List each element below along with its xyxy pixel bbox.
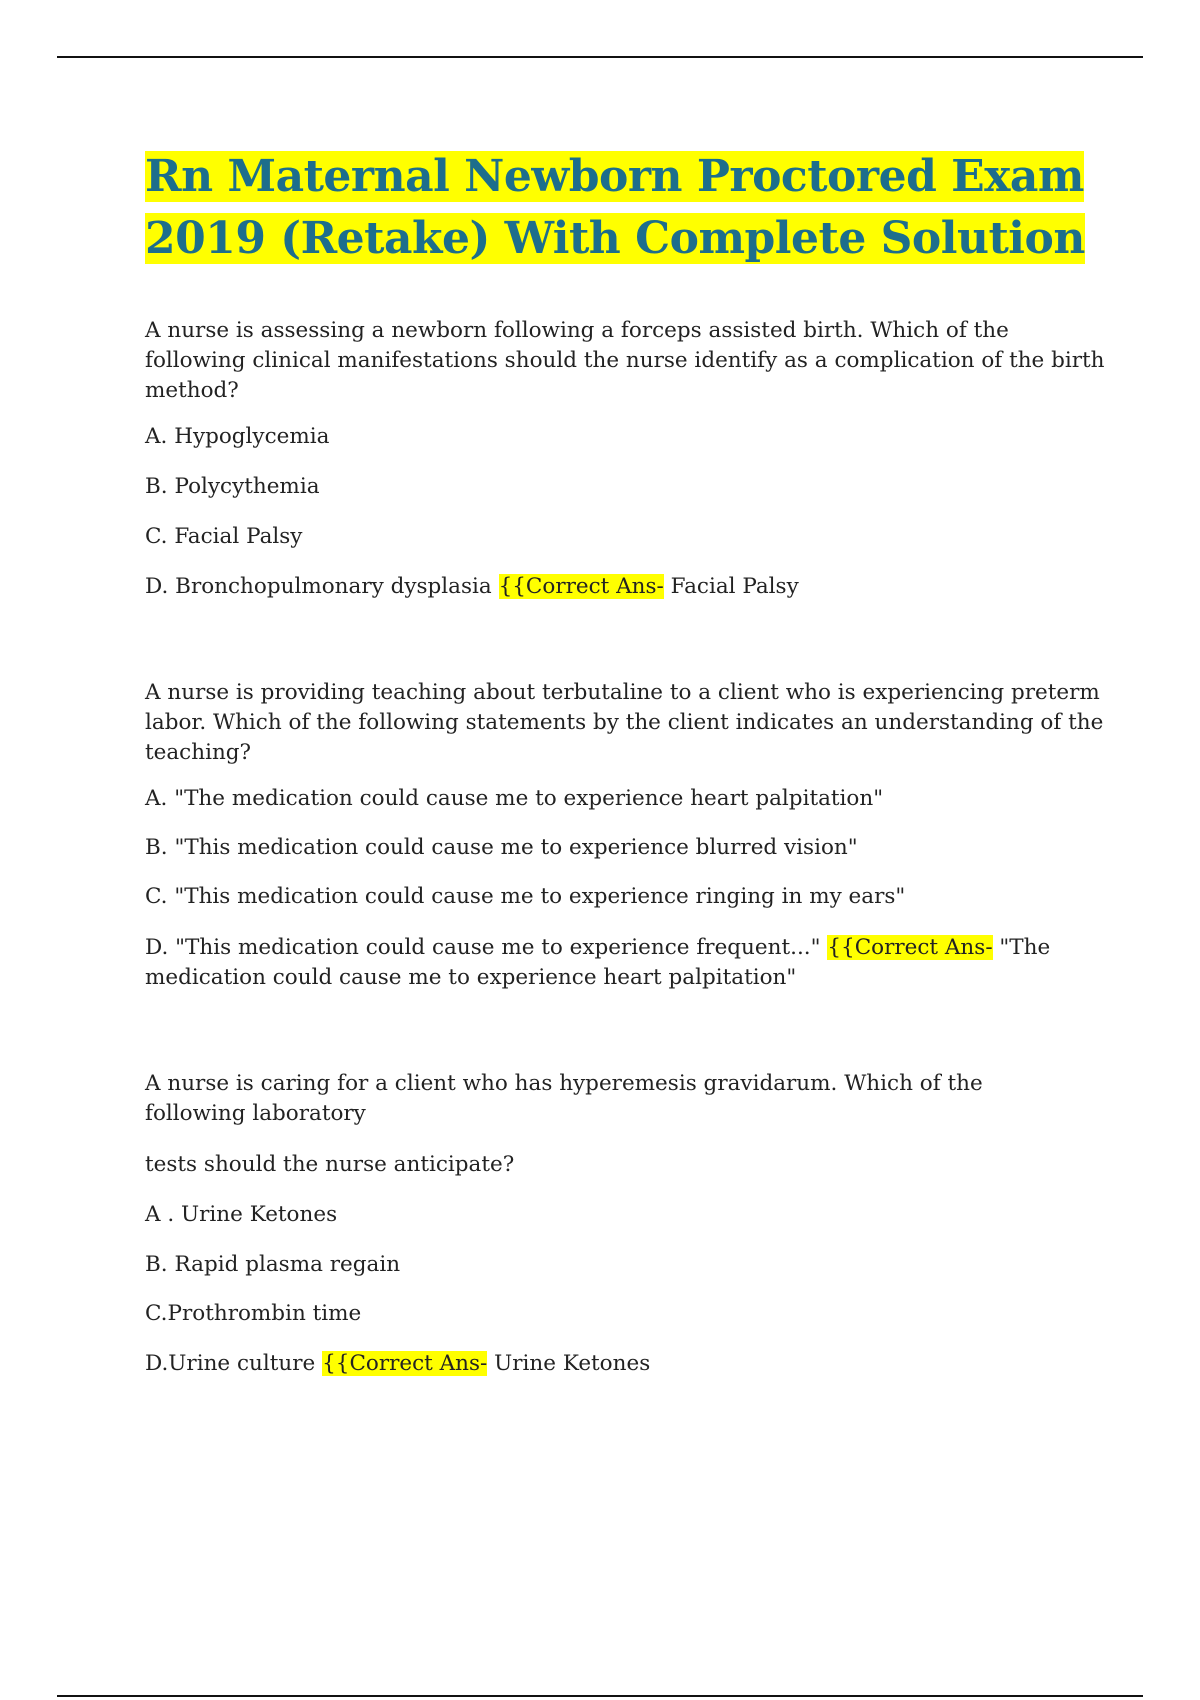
question-2 — [145, 678, 1105, 990]
question-3 — [145, 1069, 1105, 1376]
header-rule — [57, 56, 1143, 58]
option-d-with-answer — [145, 933, 1085, 993]
option-b: B. Rapid plasma regain — [145, 1252, 401, 1277]
option-b: B. Polycythemia — [145, 474, 320, 499]
option-b: B. "This medication could cause me to experience blurred vision" — [145, 835, 858, 860]
question-stem: A nurse is assessing a newborn following a forceps assisted birth. Which of the following clinical manifestations should the nurse identify as a complication of the birth method? — [145, 318, 1105, 403]
option-d: D. "This medication could cause me to experience frequent..." — [145, 935, 821, 960]
option-d: D.Urine culture — [145, 1351, 316, 1376]
option-c: C. Facial Palsy — [145, 524, 303, 549]
option-d: D. Bronchopulmonary dysplasia — [145, 574, 492, 599]
correct-answer: Facial Palsy — [670, 574, 799, 599]
footer-rule — [57, 1695, 1143, 1697]
question-stem: A nurse is providing teaching about terbutaline to a client who is experiencing preterm labor. Which of the following statements by the client indicates an understanding of the teaching? — [145, 680, 1104, 765]
correct-answer-marker: {{Correct Ans- — [827, 935, 993, 960]
option-a: A. Hypoglycemia — [145, 424, 330, 449]
option-c: C. "This medication could cause me to experience ringing in my ears" — [145, 884, 906, 909]
document-title — [145, 146, 1105, 270]
correct-answer-marker: {{Correct Ans- — [322, 1351, 488, 1376]
option-d-with-answer — [145, 1349, 650, 1379]
question-stem-continued: tests should the nurse anticipate? — [145, 1152, 515, 1177]
correct-answer-marker: {{Correct Ans- — [498, 574, 664, 599]
document-body — [145, 146, 1105, 1376]
correct-answer: Urine Ketones — [494, 1351, 651, 1376]
correct-answer: "The medication could cause me to experience heart palpitation" — [145, 935, 1051, 990]
option-d-with-answer — [145, 572, 799, 602]
option-a: A . Urine Ketones — [145, 1202, 338, 1227]
question-stem: A nurse is caring for a client who has hyperemesis gravidarum. Which of the following laboratory — [145, 1071, 983, 1126]
option-a: A. "The medication could cause me to experience heart palpitation" — [145, 786, 884, 811]
option-c: C.Prothrombin time — [145, 1301, 362, 1326]
title-highlight: Rn Maternal Newborn Proctored Exam 2019 (Retake) With Complete Solution — [145, 151, 1085, 264]
question-1 — [145, 316, 1105, 599]
